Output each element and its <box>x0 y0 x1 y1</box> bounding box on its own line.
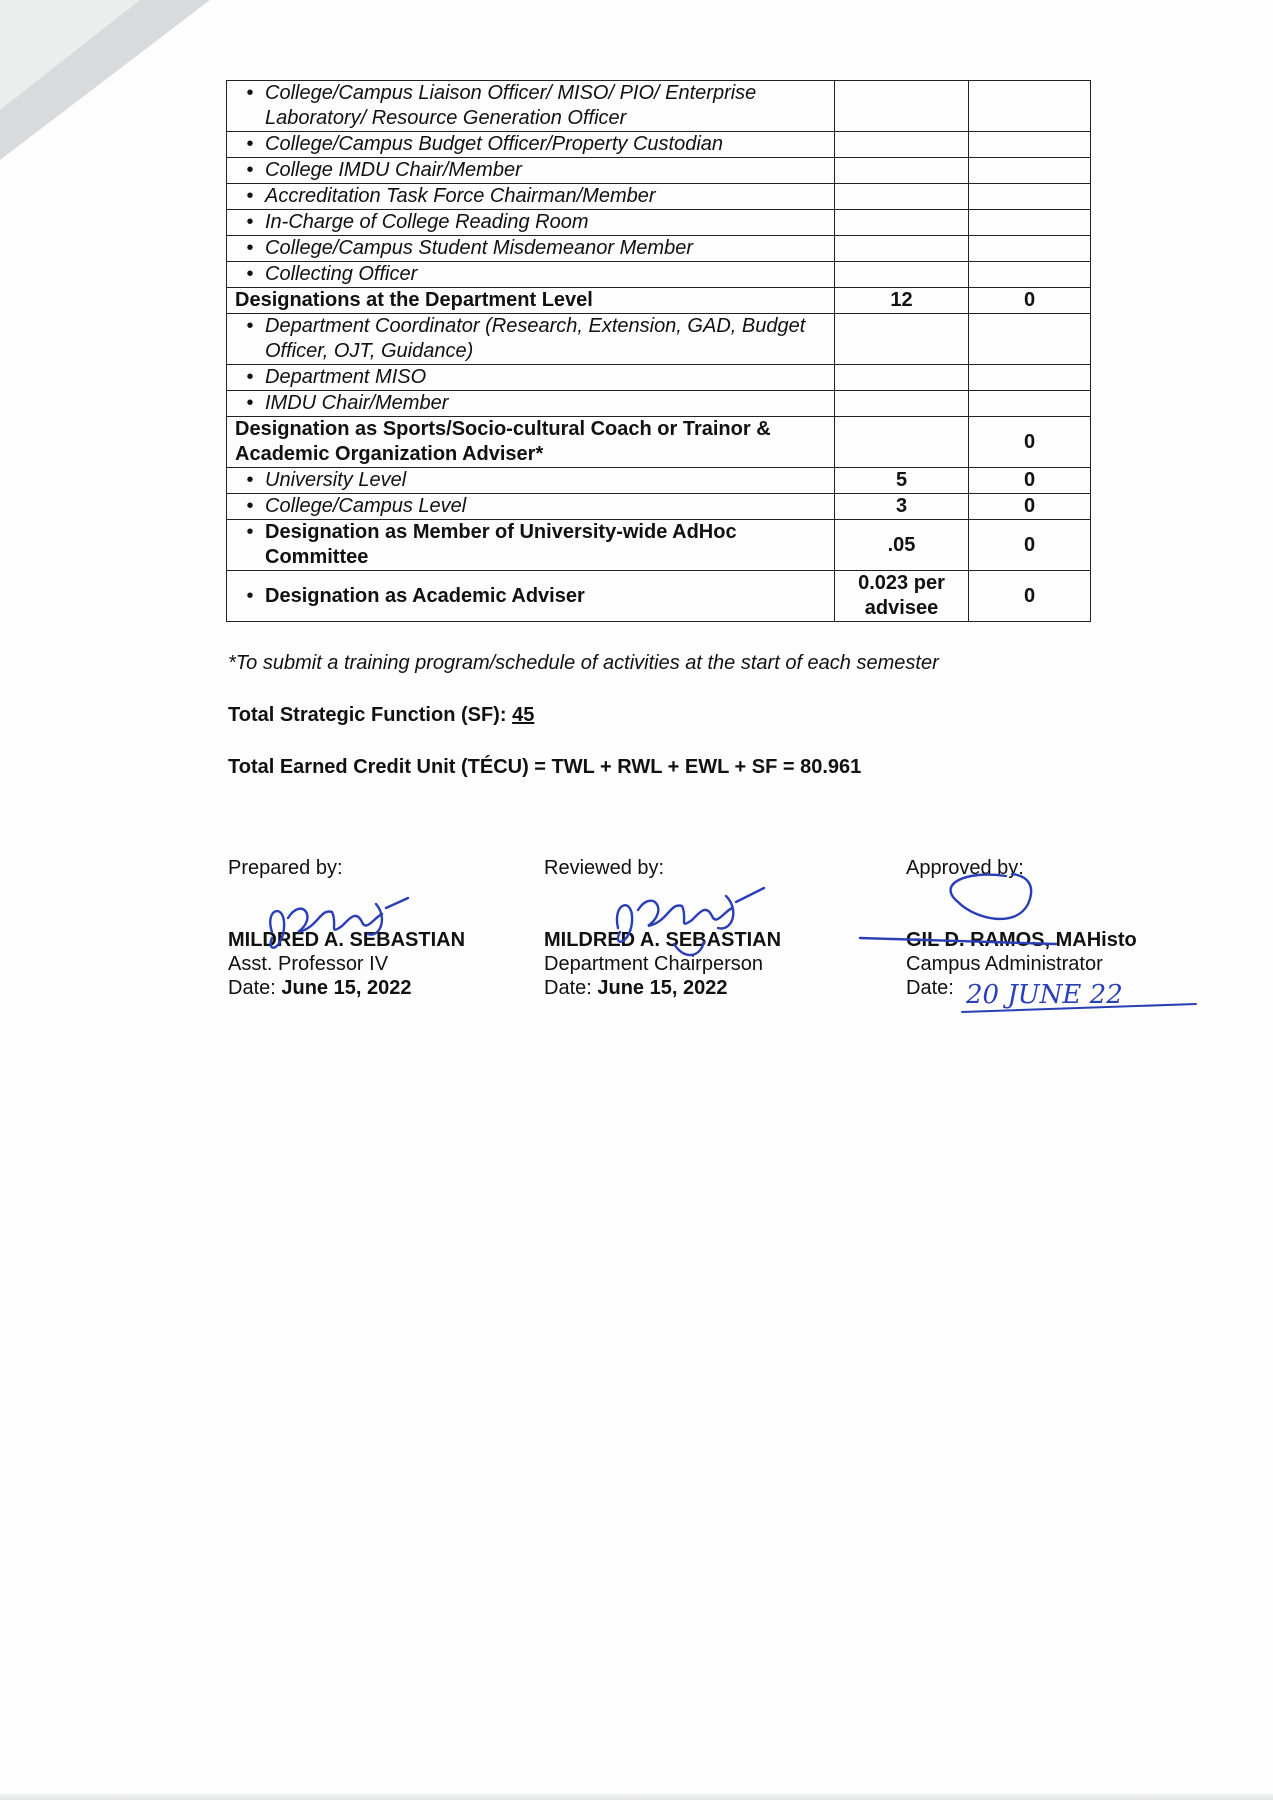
approved-date-handwritten: 20 JUNE 22 <box>966 980 1123 1010</box>
table-row <box>227 571 1091 622</box>
row-score-cell: 0 <box>969 288 1091 314</box>
row-label: Designation as Member of University-wide AdHoc Committee <box>265 521 737 568</box>
table-row <box>227 417 1091 468</box>
row-points-cell: 0.023 per advisee <box>835 571 969 622</box>
row-label-cell: Designations at the Department Level <box>227 288 835 314</box>
row-points-cell <box>835 81 969 132</box>
row-score-cell <box>969 365 1091 391</box>
approved-label: Approved by: <box>906 857 1024 879</box>
signatory-reviewed <box>544 856 781 1000</box>
row-points-cell: 3 <box>835 494 969 520</box>
row-score-cell: 0 <box>969 571 1091 622</box>
row-label: In-Charge of College Reading Room <box>265 211 589 233</box>
row-label-cell <box>227 158 835 184</box>
table-row <box>227 132 1091 158</box>
row-label-cell <box>227 81 835 132</box>
row-score-cell <box>969 391 1091 417</box>
reviewed-position: Department Chairperson <box>544 953 763 975</box>
row-label-cell <box>227 520 835 571</box>
table-row <box>227 391 1091 417</box>
row-label-cell <box>227 365 835 391</box>
row-points-cell <box>835 210 969 236</box>
total-sf-value: 45 <box>512 704 535 726</box>
row-label: Accreditation Task Force Chairman/Member <box>265 185 656 207</box>
row-points-cell <box>835 417 969 468</box>
row-score-cell <box>969 81 1091 132</box>
row-label: IMDU Chair/Member <box>265 392 449 414</box>
row-score-cell: 0 <box>969 494 1091 520</box>
row-points-cell <box>835 262 969 288</box>
bullet-icon: • <box>246 211 254 233</box>
row-label: Department MISO <box>265 366 427 388</box>
row-points-cell <box>835 391 969 417</box>
total-earned-credit-unit: Total Earned Credit Unit (TÉCU) = TWL + RWL + EWL + SF = 80.961 <box>228 756 862 778</box>
table-row <box>227 494 1091 520</box>
prepared-name: MILDRED A. SEBASTIAN <box>228 929 466 951</box>
table-row <box>227 158 1091 184</box>
row-label: College/Campus Liaison Officer/ MISO/ PIO/ Enterprise Laboratory/ Resource Generation Officer <box>265 82 757 129</box>
total-sf-label: Total Strategic Function (SF): <box>228 704 507 726</box>
row-points-cell <box>835 365 969 391</box>
signatory-prepared <box>228 856 465 1000</box>
table-row <box>227 288 1091 314</box>
row-label-cell <box>227 236 835 262</box>
row-score-cell: 0 <box>969 468 1091 494</box>
bullet-icon: • <box>246 521 254 543</box>
row-score-cell: 0 <box>969 520 1091 571</box>
bullet-icon: • <box>246 469 254 491</box>
approved-name: GIL D. RAMOS, MAHisto <box>906 929 1137 951</box>
table-row <box>227 468 1091 494</box>
row-points-cell <box>835 314 969 365</box>
bullet-icon: • <box>246 392 254 414</box>
row-score-cell <box>969 262 1091 288</box>
row-label: Designation as Academic Adviser <box>265 584 585 607</box>
bullet-icon: • <box>246 366 254 388</box>
row-label-cell <box>227 391 835 417</box>
row-points-cell: 5 <box>835 468 969 494</box>
row-points-cell <box>835 184 969 210</box>
prepared-label: Prepared by: <box>228 857 343 879</box>
strategic-function-table-body <box>227 81 1091 622</box>
page-corner-shade <box>0 0 140 110</box>
row-score-cell <box>969 132 1091 158</box>
row-points-cell <box>835 158 969 184</box>
bullet-icon: • <box>246 263 254 285</box>
bullet-icon: • <box>246 185 254 207</box>
row-score-cell <box>969 236 1091 262</box>
table-footnote: *To submit a training program/schedule of activities at the start of each semester <box>228 652 939 674</box>
row-label: College IMDU Chair/Member <box>265 159 522 181</box>
table-row <box>227 365 1091 391</box>
row-label: Department Coordinator (Research, Extension, GAD, Budget Officer, OJT, Guidance) <box>265 315 806 362</box>
row-label-cell <box>227 132 835 158</box>
row-label-cell <box>227 571 835 622</box>
row-label-cell <box>227 184 835 210</box>
approved-position: Campus Administrator <box>906 953 1103 975</box>
row-label-cell: Designation as Sports/Socio-cultural Coach or Trainor & Academic Organization Adviser* <box>227 417 835 468</box>
bullet-icon: • <box>246 159 254 181</box>
table-row <box>227 520 1091 571</box>
approved-date: Date: <box>906 977 954 999</box>
table-row <box>227 236 1091 262</box>
table-row <box>227 314 1091 365</box>
row-label-cell <box>227 468 835 494</box>
row-score-cell <box>969 314 1091 365</box>
table-row <box>227 184 1091 210</box>
table-row <box>227 210 1091 236</box>
bullet-icon: • <box>246 237 254 259</box>
row-label: University Level <box>265 469 407 491</box>
row-score-cell <box>969 210 1091 236</box>
row-label-cell <box>227 210 835 236</box>
reviewed-name: MILDRED A. SEBASTIAN <box>544 929 782 951</box>
row-label-cell <box>227 262 835 288</box>
table-row <box>227 262 1091 288</box>
row-points-cell <box>835 236 969 262</box>
total-strategic-function <box>228 704 534 727</box>
row-label-cell <box>227 314 835 365</box>
table-row <box>227 81 1091 132</box>
row-score-cell <box>969 158 1091 184</box>
row-label-cell <box>227 494 835 520</box>
strategic-function-table <box>226 80 1091 622</box>
bullet-icon: • <box>246 82 254 104</box>
row-label: College/Campus Budget Officer/Property Custodian <box>265 133 724 155</box>
prepared-position: Asst. Professor IV <box>228 953 389 975</box>
row-points-cell: 12 <box>835 288 969 314</box>
row-points-cell <box>835 132 969 158</box>
prepared-date: Date: June 15, 2022 <box>228 977 412 999</box>
reviewed-label: Reviewed by: <box>544 857 665 879</box>
page-bottom-edge <box>0 1794 1273 1800</box>
bullet-icon: • <box>246 495 254 517</box>
row-label: College/Campus Level <box>265 495 467 517</box>
bullet-icon: • <box>246 584 254 607</box>
row-label: College/Campus Student Misdemeanor Member <box>265 237 693 259</box>
row-points-cell: .05 <box>835 520 969 571</box>
row-score-cell: 0 <box>969 417 1091 468</box>
bullet-icon: • <box>246 315 254 337</box>
signatory-approved <box>906 856 1137 1000</box>
row-score-cell <box>969 184 1091 210</box>
reviewed-date: Date: June 15, 2022 <box>544 977 728 999</box>
row-label: Collecting Officer <box>265 263 418 285</box>
bullet-icon: • <box>246 133 254 155</box>
